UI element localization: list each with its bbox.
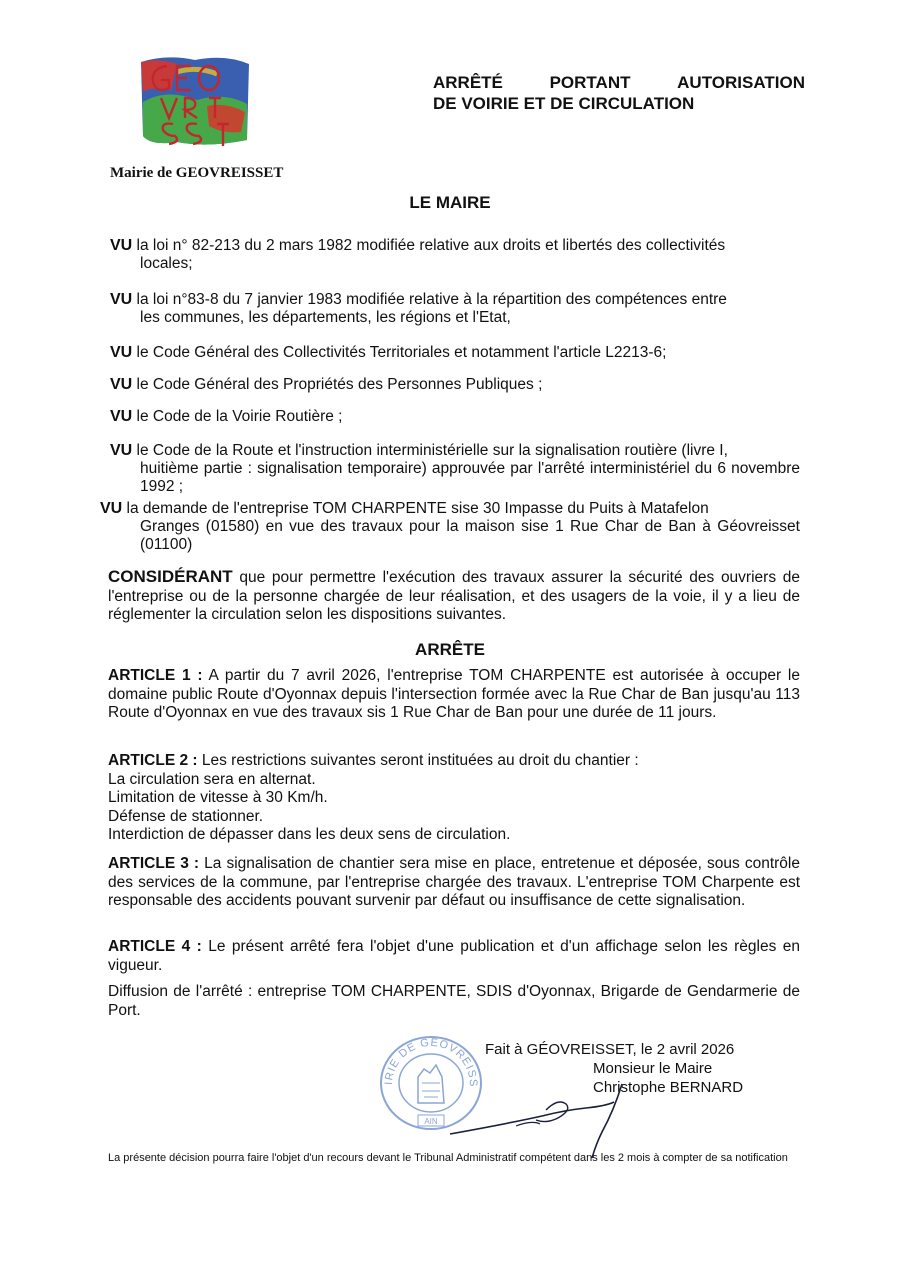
vu-text: la loi n° 82-213 du 2 mars 1982 modifiée relative aux droits et libertés des collectivités [136, 237, 726, 254]
vu-text-cont: locales; [140, 255, 193, 272]
restriction-item: Défense de stationner. [108, 807, 264, 825]
vu-text: la loi n°83-8 du 7 janvier 1983 modifiée relative à la répartition des compétences entre [136, 291, 727, 308]
diffusion-paragraph: Diffusion de l'arrêté : entreprise TOM CHARPENTE, SDIS d'Oyonnax, Brigarde de Gendarmerie de Port. [108, 983, 800, 1019]
article-label: ARTICLE 3 : [108, 855, 200, 872]
vu-text: la demande de l'entreprise TOM CHARPENTE sise 30 Impasse du Puits à Matafelon [126, 500, 709, 517]
seal-region: AIN [424, 1117, 438, 1126]
article-label: ARTICLE 2 : [108, 752, 198, 769]
vu-clause [110, 237, 800, 273]
article-1 [108, 667, 800, 723]
vu-label: VU [110, 442, 133, 459]
vu-clause [100, 500, 800, 554]
mairie-name: Mairie de GEOVREISSET [110, 165, 284, 181]
vu-clause [110, 376, 800, 394]
restriction-item: Interdiction de dépasser dans les deux sens de circulation. [108, 826, 511, 843]
vu-clause [110, 408, 800, 426]
arrete-heading: ARRÊTE [415, 640, 485, 659]
considerant-label: CONSIDÉRANT [108, 567, 233, 586]
mairie-logo [137, 52, 252, 148]
restriction-item: Limitation de vitesse à 30 Km/h. [108, 789, 328, 806]
signature-role: Monsieur le Maire [593, 1060, 713, 1077]
le-maire-heading: LE MAIRE [409, 193, 491, 212]
vu-label: VU [110, 291, 133, 308]
title-word: ARRÊTÉ [433, 73, 503, 92]
considerant-text: que pour permettre l'exécution des travaux assurer la sécurité des ouvriers de l'entreprise ou de la personne chargée de leur réalisation, et des usagers de la voie, il y a lieu de réglementer la circulation selon les dispositions suivantes. [108, 569, 800, 623]
article-text: La signalisation de chantier sera mise en place, entretenue et déposée, sous contrôle des services de la commune, par l'entreprise chargée des travaux. L'entreprise TOM Charpente est responsable des accidents pouvant survenir par défaut ou insuffisance de cette signalisation. [108, 855, 800, 909]
vu-label: VU [110, 344, 133, 361]
title-line-2: DE VOIRIE ET DE CIRCULATION [433, 94, 695, 113]
seal-text: IRIE DE GEOVREISS [382, 1036, 480, 1088]
vu-text: le Code Général des Collectivités Territoriales et notamment l'article L2213-6; [136, 344, 667, 361]
vu-clause [110, 442, 800, 496]
appeal-notice: La présente décision pourra faire l'objet d'un recours devant le Tribunal Administratif compétent dans les 2 mois à compter de sa notification [108, 1152, 788, 1164]
considerant-paragraph [108, 568, 800, 625]
article-2 [108, 752, 800, 845]
article-text: Les restrictions suivantes seront instituées au droit du chantier : [197, 752, 639, 769]
restriction-item: La circulation sera en alternat. [108, 770, 316, 788]
vu-label: VU [100, 500, 123, 517]
article-label: ARTICLE 1 : [108, 667, 203, 684]
title-line-1 [433, 72, 805, 93]
vu-text: le Code Général des Propriétés des Personnes Publiques ; [136, 376, 543, 393]
vu-label: VU [110, 408, 133, 425]
signature-place-date: Fait à GÉOVREISSET, le 2 avril 2026 [485, 1041, 735, 1058]
signature-name: Christophe BERNARD [593, 1079, 744, 1096]
vu-text-cont: les communes, les départements, les régions et l'Etat, [140, 309, 511, 326]
title-word: PORTANT [549, 73, 631, 92]
handwritten-signature [446, 1080, 626, 1160]
article-text: Le présent arrêté fera l'objet d'une publication et d'un affichage selon les règles en vigueur. [108, 938, 800, 974]
title-word: AUTORISATION [677, 73, 805, 92]
article-3 [108, 855, 800, 911]
vu-label: VU [110, 376, 133, 393]
vu-text: le Code de la Voirie Routière ; [136, 408, 343, 425]
vu-text: le Code de la Route et l'instruction interministérielle sur la signalisation routière (livre I, [136, 442, 728, 459]
vu-clause [110, 291, 800, 327]
article-text: A partir du 7 avril 2026, l'entreprise TOM CHARPENTE est autorisée à occuper le domaine public Route d'Oyonnax depuis l'intersection formée avec la Rue Char de Ban jusqu'au 113 Route d'Oyonnax en vue des travaux sis 1 Rue Char de Ban pour une durée de 11 jours. [108, 667, 800, 721]
vu-text-cont: Granges (01580) en vue des travaux pour la maison sise 1 Rue Char de Ban à Géovreisset (01100) [140, 518, 800, 553]
vu-text-cont: huitième partie : signalisation temporaire) approuvée par l'arrêté interministériel du 6 novembre 1992 ; [140, 460, 800, 495]
vu-clause [110, 344, 800, 362]
article-label: ARTICLE 4 : [108, 938, 202, 955]
document-title [433, 72, 805, 114]
article-4 [108, 938, 800, 975]
vu-label: VU [110, 237, 133, 254]
